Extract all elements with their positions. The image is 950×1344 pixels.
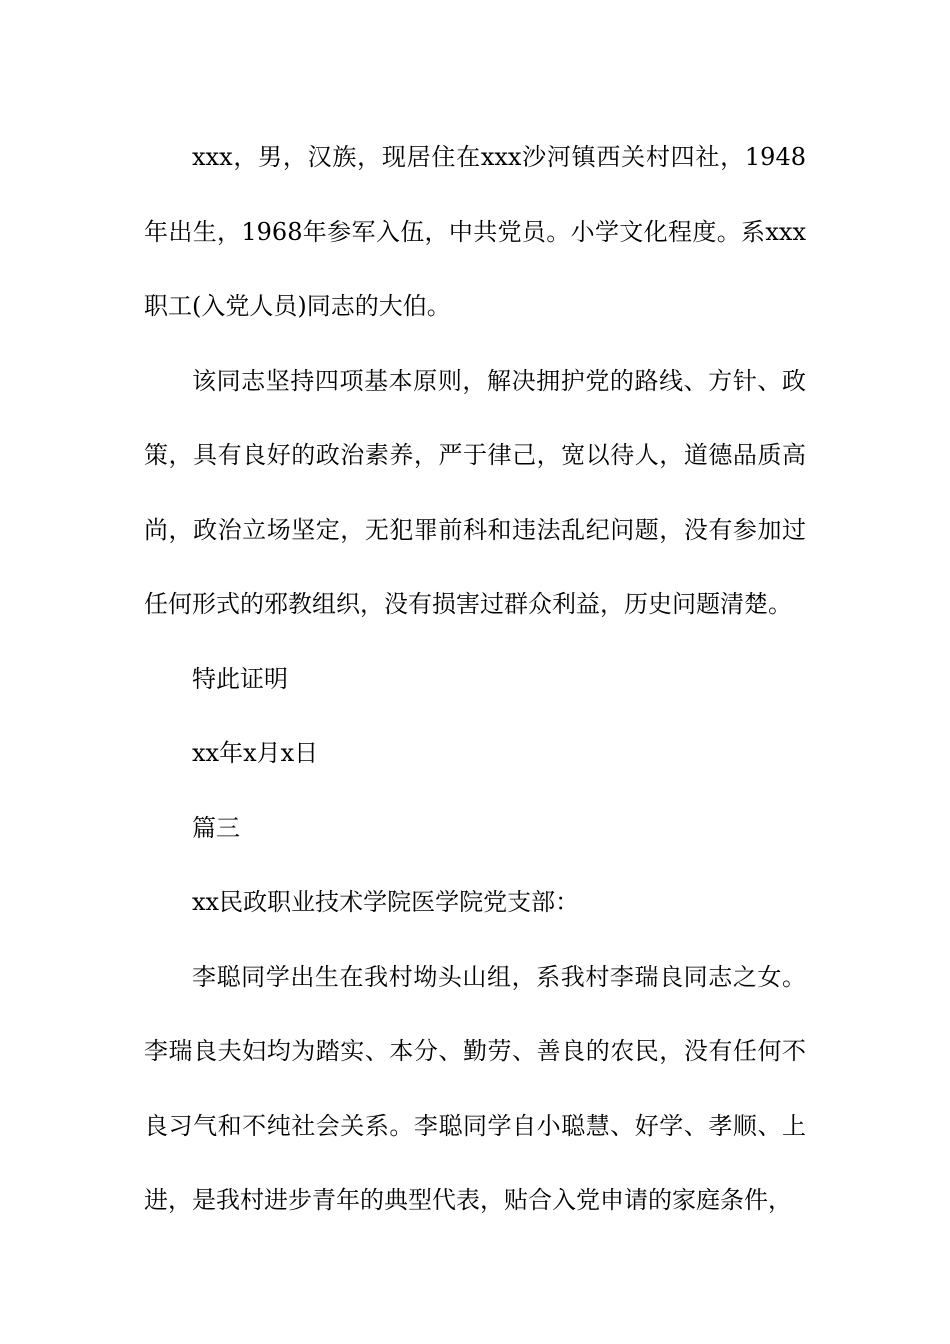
paragraph-addressee: xx民政职业技术学院医学院党支部： [192,888,580,916]
paragraph-personal-info: xxx，男，汉族，现居住在xxx沙河镇西关村四社，1948年出生，1968年参军入伍，中共党员。小学文化程度。系xxx职工(入党人员)同志的大伯。 [144,143,806,320]
paragraph-character-evaluation: 该同志坚持四项基本原则，解决拥护党的路线、方针、政策，具有良好的政治素养，严于律己，宽以待人，道德品质高尚，政治立场坚定，无犯罪前科和违法乱纪问题，没有参加过任何形式的邪教组织，没有损害过群众利益，历史问题清楚。 [144,366,806,618]
document-body [144,120,806,1238]
paragraph-family-background: 李聪同学出生在我村坳头山组，系我村李瑞良同志之女。李瑞良夫妇均为踏实、本分、勤劳、善良的农民，没有任何不良习气和不纯社会关系。李聪同学自小聪慧、好学、孝顺、上进，是我村进步青年的典型代表，贴合入党申请的家庭条件， [144,962,806,1214]
paragraph-certification: 特此证明 [192,664,288,693]
paragraph-date: xx年x月x日 [192,739,319,767]
section-heading: 篇三 [192,813,240,842]
